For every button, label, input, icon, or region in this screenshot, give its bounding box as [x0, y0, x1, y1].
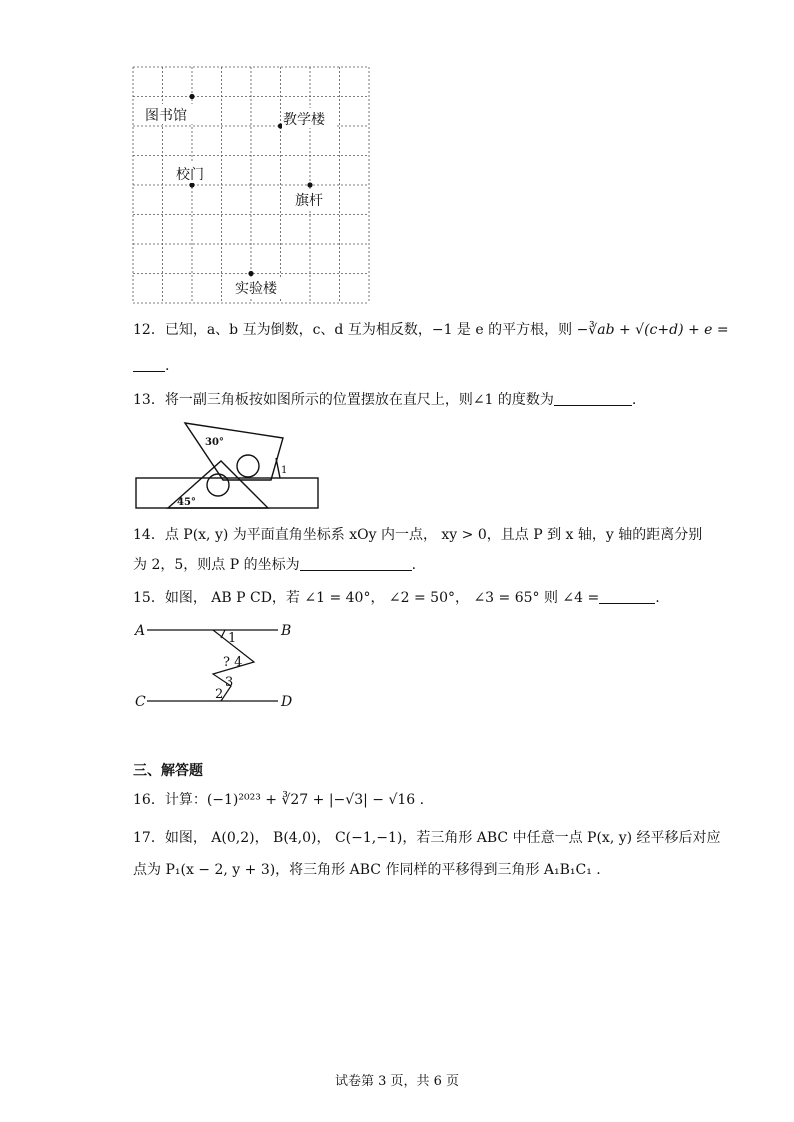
q17-line2: 点为 P₁(x − 2, y + 3)，将三角形 ABC 作同样的平移得到三角形 A₁B₁C₁ .	[133, 862, 601, 878]
q14-end: .	[411, 557, 417, 573]
section-heading: 三、解答题	[133, 763, 203, 779]
q15-end: .	[655, 590, 660, 606]
label-b: B	[281, 623, 292, 639]
question-17-line2	[133, 860, 601, 880]
question-13	[133, 390, 636, 410]
q13-answer-blank[interactable]	[554, 391, 632, 406]
library-dot	[189, 94, 194, 99]
q15-parallel-figure	[133, 618, 303, 713]
label-c: C	[135, 694, 146, 710]
flagpole-label: 旗杆	[295, 193, 323, 209]
q13-end: .	[631, 392, 637, 408]
q14-number: 14．	[133, 527, 165, 543]
question-12-answer-line	[133, 356, 169, 376]
angle-3-label: 3	[225, 675, 234, 690]
q13-number: 13．	[133, 392, 165, 408]
label-a: A	[135, 623, 146, 639]
triangle-30	[185, 423, 283, 480]
lab-label: 实验楼	[235, 281, 277, 297]
q12-text: 已知，a、b 互为倒数，c、d 互为相反数，−1 是 e 的平方根，则	[164, 322, 573, 338]
q14-answer-blank[interactable]	[300, 556, 412, 571]
question-14	[133, 525, 702, 545]
q16-number: 16．	[133, 792, 165, 808]
campus-grid-map	[130, 66, 375, 306]
q16-text: 计算：	[164, 792, 207, 808]
question-14-line2	[133, 555, 416, 575]
angle-2-label: 2	[215, 687, 224, 702]
question-16	[133, 790, 424, 810]
library-label: 图书馆	[145, 108, 187, 124]
gate-dot	[189, 182, 194, 187]
q12-number: 12．	[133, 322, 165, 338]
teaching-label: 教学楼	[283, 112, 325, 128]
q12-end: .	[165, 358, 170, 374]
q16-expression: (−1)²⁰²³ + ∛27 + |−√3| − √16 .	[206, 792, 425, 808]
gate-label: 校门	[176, 167, 204, 183]
flagpole-dot	[307, 182, 312, 187]
q13-label-1: 1	[281, 465, 288, 476]
ruler	[136, 478, 318, 508]
q15-text: 如图， AB P CD，若 ∠1 = 40°， ∠2 = 50°， ∠3 = 65° 则 ∠4 =	[164, 590, 600, 606]
question-15	[133, 588, 660, 608]
question-12	[133, 320, 729, 340]
lab-dot	[248, 271, 253, 276]
q13-text: 将一副三角板按如图所示的位置摆放在直尺上，则∠1 的度数为	[164, 392, 554, 408]
q14-line1: 点 P(x, y) 为平面直角坐标系 xOy 内一点， xy > 0，且点 P 到 x 轴，y 轴的距离分别	[164, 527, 703, 543]
q17-line1: 如图， A(0,2)， B(4,0)， C(−1,−1)，若三角形 ABC 中任意一点 P(x, y) 经平移后对应	[164, 830, 721, 846]
q15-number: 15．	[133, 590, 165, 606]
q13-ruler-figure	[133, 418, 325, 512]
q13-label-30: 30°	[205, 437, 224, 448]
q13-label-45: 45°	[177, 497, 196, 508]
q12-answer-blank[interactable]	[133, 357, 165, 372]
question-17	[133, 828, 721, 848]
q14-line2: 为 2，5，则点 P 的坐标为	[133, 557, 300, 573]
q15-answer-blank[interactable]	[599, 589, 655, 604]
q17-number: 17．	[133, 830, 165, 846]
angle-4-label: ? 4	[223, 655, 243, 670]
angle-1-label: 1	[228, 631, 237, 646]
page-footer: 试卷第 3 页，共 6 页	[334, 1074, 460, 1089]
q12-expression: −∛ab + √(c+d) + e =	[576, 322, 729, 338]
label-d: D	[281, 694, 293, 710]
